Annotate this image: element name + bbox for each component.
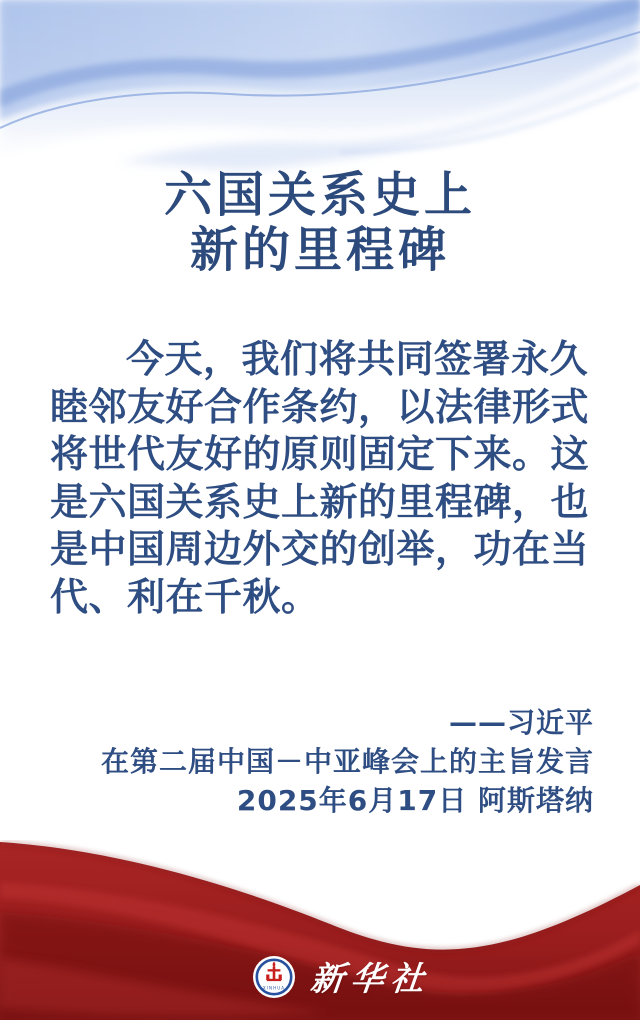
attribution-block <box>40 703 594 820</box>
top-wave-decoration <box>0 0 640 180</box>
headline-line-2: 新的里程碑 <box>189 222 450 278</box>
headline-line-1: 六国关系史上 <box>163 167 476 223</box>
quote-author: ——习近平 <box>448 706 594 739</box>
quote-line: 是中国周边外交的创举，功在当 <box>50 527 590 571</box>
quote-date-location: 2025年6月17日 阿斯塔纳 <box>236 784 594 817</box>
quote-line: 将世代友好的原则固定下来。这 <box>50 432 590 476</box>
quote-line: 今天，我们将共同签署永久 <box>126 337 589 381</box>
quote-line: 代、利在千秋。 <box>50 574 320 619</box>
logo-text: XINHUA <box>262 985 286 990</box>
agency-logo <box>252 953 431 1000</box>
quote-occasion: 在第二届中国－中亚峰会上的主旨发言 <box>100 745 594 778</box>
headline <box>0 168 640 278</box>
quote-line: 睦邻友好合作条约，以法律形式 <box>50 384 590 429</box>
quote-body <box>50 336 594 621</box>
quote-line: 是六国关系史上新的里程碑，也 <box>50 479 590 524</box>
xinhua-emblem-icon <box>252 955 296 999</box>
agency-name: 新华社 <box>308 959 433 998</box>
